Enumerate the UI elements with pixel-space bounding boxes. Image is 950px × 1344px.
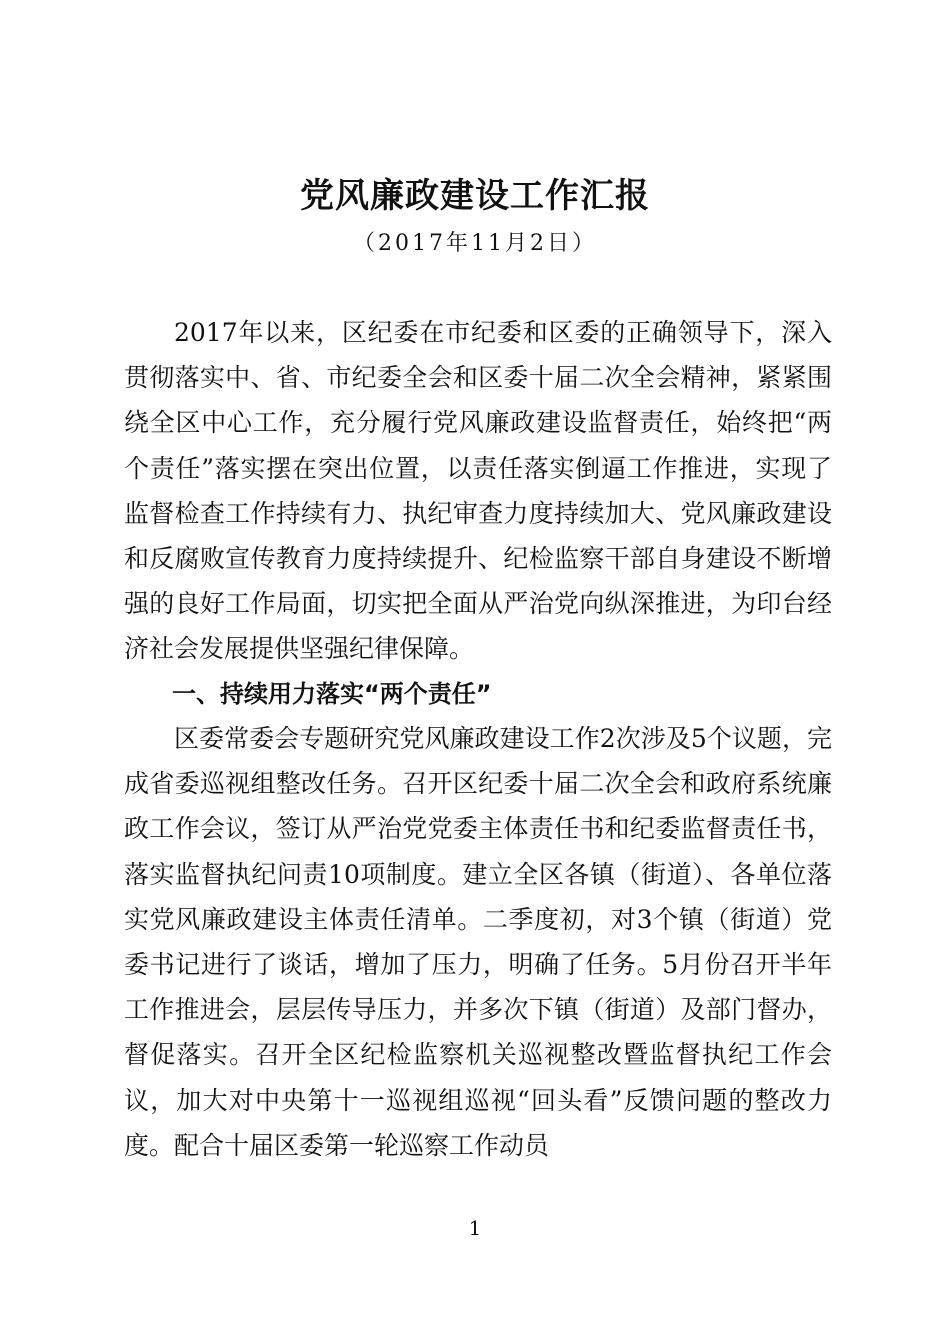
page-number: 1 bbox=[468, 1216, 482, 1240]
document-date: （2017年11月2日） bbox=[353, 231, 597, 256]
intro-paragraph: 2017年以来，区纪委在市纪委和区委的正确领导下，深入贯彻落实中、省、市纪委全会和区委十届二次全会精神，紧紧围绕全区中心工作，充分履行党风廉政建设监督责任，始终把“两个责任”落实摆在突出位置，以责任落实倒逼工作推进，实现了监督检查工作持续有力、执纪审查力度持续加大、党风廉政建设和反腐败宣传教育力度持续提升、纪检监察干部自身建设不断增强的良好工作局面，切实把全面从严治党向纵深推进，为印台经济社会发展提供坚强纪律保障。 bbox=[124, 318, 832, 664]
section-paragraph: 区委常委会专题研究党风廉政建设工作2次涉及5个议题，完成省委巡视组整改任务。召开区纪委十届二次全会和政府系统廉政工作会议，签订从严治党党委主体责任书和纪委监督责任书，落实监督执纪问责10项制度。建立全区各镇（街道）、各单位落实党风廉政建设主体责任清单。二季度初，对3个镇（街道）党委书记进行了谈话，增加了压力，明确了任务。5月份召开半年工作推进会，层层传导压力，并多次下镇（街道）及部门督办，督促落实。召开全区纪检监察机关巡视整改暨监督执纪工作会议，加大对中央第十一巡视组巡视“回头看”反馈问题的整改力度。配合十届区委第一轮巡察工作动员 bbox=[124, 724, 832, 1160]
document-title: 党风廉政建设工作汇报 bbox=[300, 176, 650, 216]
section-heading: 一、持续用力落实“两个责任” bbox=[172, 680, 492, 708]
